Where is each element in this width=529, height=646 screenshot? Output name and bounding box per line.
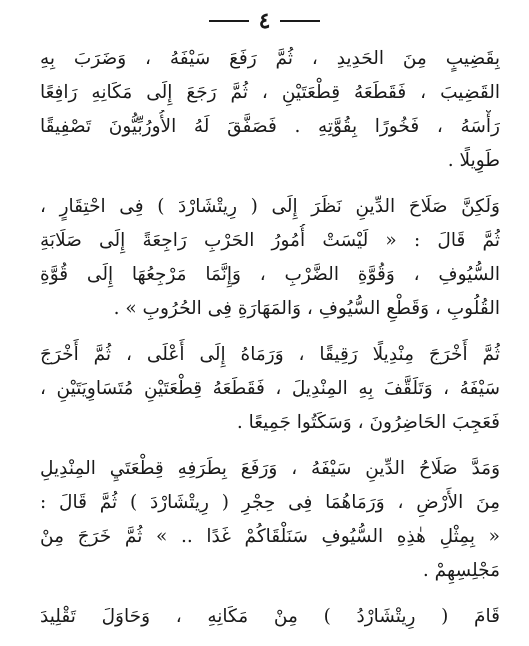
text-line: ثُمَّ قَالَ : « لَيْسَتْ أُمُورُ الحَرْبِ رَاجِعَةً إِلَى صَلَابَةِ bbox=[40, 230, 500, 251]
text-line: رَأْسَهُ ، فَخُورًا بِقُوَّتِهِ . فَصَفَّقَ لَهُ الأُورُبِّيُّونَ تَصْفِيقًا bbox=[40, 116, 500, 137]
text-line: القَضِيبَ ، فَقَطَعَهُ قِطْعَتَيْنِ ، ثُمَّ رَجَعَ إِلَى مَكَانِهِ رَافِعًا bbox=[40, 82, 500, 103]
text-line: فَعَجِبَ الحَاضِرُونَ ، وَسَكَتُوا جَمِيعًا . bbox=[236, 412, 500, 433]
text-line: مِنَ الأَرْضِ ، وَرَمَاهُمَا فِى حِجْرِ ( رِيتْشَارْدَ ) ثُمَّ قَالَ : bbox=[40, 492, 500, 513]
text-line: السُّيُوفِ ، وَقُوَّةِ الضَّرْبِ ، وَإِنَّمَا مَرْجِعُهَا إِلَى قُوَّةِ bbox=[40, 264, 500, 285]
text-line: مَجْلِسِهِمْ . bbox=[422, 560, 500, 581]
paragraph-5 bbox=[40, 600, 500, 634]
text-line: وَمَدَّ صَلَاحُ الدِّينِ سَيْفَهُ ، وَرَفَعَ بِطَرَفِهِ قِطْعَتَيِ المِنْدِيلِ bbox=[40, 458, 500, 479]
text-line: قَامَ ( رِيتْشَارْدُ ) مِنْ مَكَانِهِ ، وَحَاوَلَ تَقْلِيدَ bbox=[40, 606, 500, 627]
paragraph-2 bbox=[40, 190, 500, 326]
text-line: ثُمَّ أَخْرَجَ مِنْدِيلًا رَقِيقًا ، وَرَمَاهُ إِلَى أَعْلَى ، ثُمَّ أَخْرَجَ bbox=[40, 344, 500, 365]
page-header bbox=[0, 6, 529, 36]
paragraph-1 bbox=[40, 42, 500, 178]
header-rule-right bbox=[280, 20, 320, 22]
text-line: « بِمِثْلِ هٰذِهِ السُّيُوفِ سَنَلْقَاكُمْ غَدًا .. » ثُمَّ خَرَجَ مِنْ bbox=[40, 526, 500, 547]
paragraph-3 bbox=[40, 338, 500, 440]
text-line: بِقَضِيبٍ مِنَ الحَدِيدِ ، ثُمَّ رَفَعَ سَيْفَهُ ، وَضَرَبَ بِهِ bbox=[40, 48, 500, 69]
body-text bbox=[40, 42, 500, 646]
page-number: ٤ bbox=[258, 8, 271, 34]
text-line: القُلُوبِ ، وَقَطْعِ السُّيُوفِ ، وَالمَهَارَةِ فِى الحُرُوبِ » . bbox=[113, 298, 500, 319]
text-line: سَيْفَهُ ، وَتَلَقَّفَ بِهِ المِنْدِيلَ ، فَقَطَعَهُ قِطْعَتَيْنِ مُتَسَاوِيَتَيْنِ ، bbox=[40, 378, 500, 399]
paragraph-4 bbox=[40, 452, 500, 588]
header-rule-left bbox=[209, 20, 249, 22]
text-line: طَوِيلًا . bbox=[447, 150, 500, 171]
text-line: وَلَكِنَّ صَلَاحَ الدِّينِ نَظَرَ إِلَى ( رِيتْشَارْدَ ) فِى احْتِقَارٍ ، bbox=[40, 196, 500, 217]
